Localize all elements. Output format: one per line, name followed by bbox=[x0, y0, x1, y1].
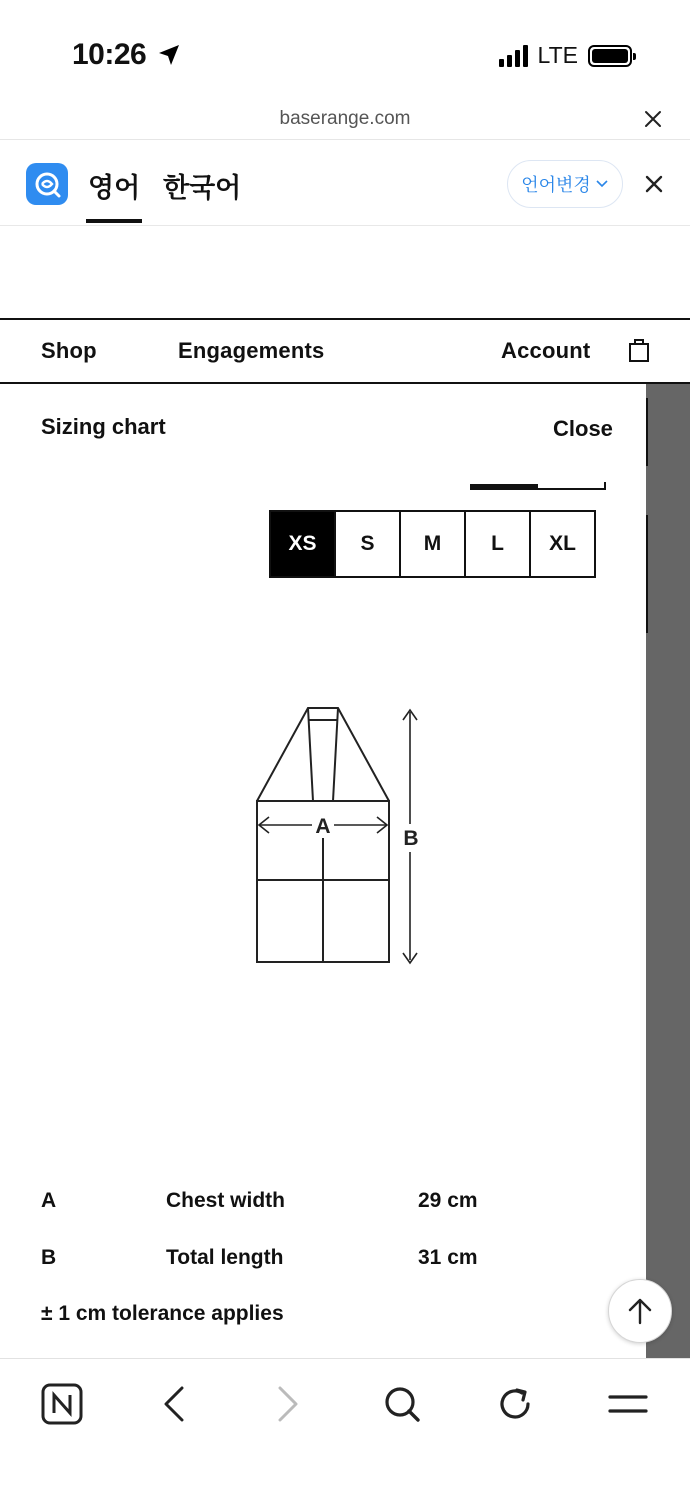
refresh-icon[interactable] bbox=[493, 1382, 537, 1426]
status-bar bbox=[0, 0, 690, 100]
site-nav bbox=[0, 318, 690, 384]
measurement-key: B bbox=[41, 1246, 57, 1269]
modal-title: Sizing chart bbox=[41, 414, 166, 439]
measurement-label: Total length bbox=[166, 1246, 284, 1269]
nav-shop[interactable]: Shop bbox=[41, 338, 97, 363]
menu-icon[interactable] bbox=[606, 1382, 650, 1426]
size-option-m[interactable]: M bbox=[399, 510, 466, 578]
shopping-bag-icon[interactable] bbox=[628, 337, 650, 363]
back-arrow-icon[interactable] bbox=[152, 1382, 196, 1426]
change-language-label: 언어변경 bbox=[521, 175, 591, 195]
battery-icon bbox=[588, 45, 632, 67]
close-icon[interactable] bbox=[642, 172, 666, 196]
diagram-label-b: B bbox=[403, 827, 419, 850]
garment-diagram bbox=[250, 704, 440, 974]
size-option-l[interactable]: L bbox=[464, 510, 531, 578]
scroll-to-top-button[interactable] bbox=[608, 1279, 672, 1343]
measurement-row bbox=[0, 1246, 646, 1276]
tolerance-note: ± 1 cm tolerance applies bbox=[41, 1302, 284, 1325]
size-option-xl[interactable]: XL bbox=[529, 510, 596, 578]
size-option-s[interactable]: S bbox=[334, 510, 401, 578]
status-time: 10:26 bbox=[72, 38, 147, 71]
size-selector bbox=[269, 510, 596, 578]
network-type: LTE bbox=[537, 42, 578, 68]
measurement-value: 31 cm bbox=[418, 1246, 478, 1269]
tab-korean[interactable]: 한국어 bbox=[163, 173, 242, 203]
tab-english[interactable]: 영어 bbox=[88, 166, 140, 205]
sizing-chart-modal bbox=[0, 384, 646, 1360]
url-text[interactable]: baserange.com bbox=[279, 108, 411, 129]
nav-engagements[interactable]: Engagements bbox=[178, 338, 325, 363]
chevron-down-icon bbox=[595, 177, 609, 191]
nav-account[interactable]: Account bbox=[501, 338, 591, 363]
close-icon[interactable] bbox=[640, 106, 666, 132]
signal-bars-icon bbox=[499, 45, 528, 67]
measurement-row bbox=[0, 1189, 646, 1219]
translate-app-icon[interactable] bbox=[26, 163, 68, 205]
measurement-label: Chest width bbox=[166, 1189, 285, 1212]
scrollbar-track[interactable] bbox=[646, 384, 690, 1360]
browser-toolbar bbox=[0, 1358, 690, 1500]
close-button[interactable]: Close bbox=[553, 416, 613, 441]
measurement-value: 29 cm bbox=[418, 1189, 478, 1212]
location-arrow-icon bbox=[158, 44, 180, 66]
status-right bbox=[499, 42, 632, 69]
size-option-xs[interactable]: XS bbox=[269, 510, 336, 578]
translation-bar bbox=[0, 140, 690, 226]
change-language-button[interactable] bbox=[507, 160, 623, 208]
forward-arrow-icon[interactable] bbox=[266, 1382, 310, 1426]
naver-home-icon[interactable] bbox=[40, 1382, 84, 1426]
arrow-up-icon bbox=[626, 1296, 654, 1326]
diagram-label-a: A bbox=[315, 815, 331, 838]
measurement-key: A bbox=[41, 1189, 57, 1212]
size-scroll-indicator bbox=[470, 482, 606, 490]
search-icon[interactable] bbox=[380, 1382, 424, 1426]
url-bar[interactable] bbox=[0, 100, 690, 140]
